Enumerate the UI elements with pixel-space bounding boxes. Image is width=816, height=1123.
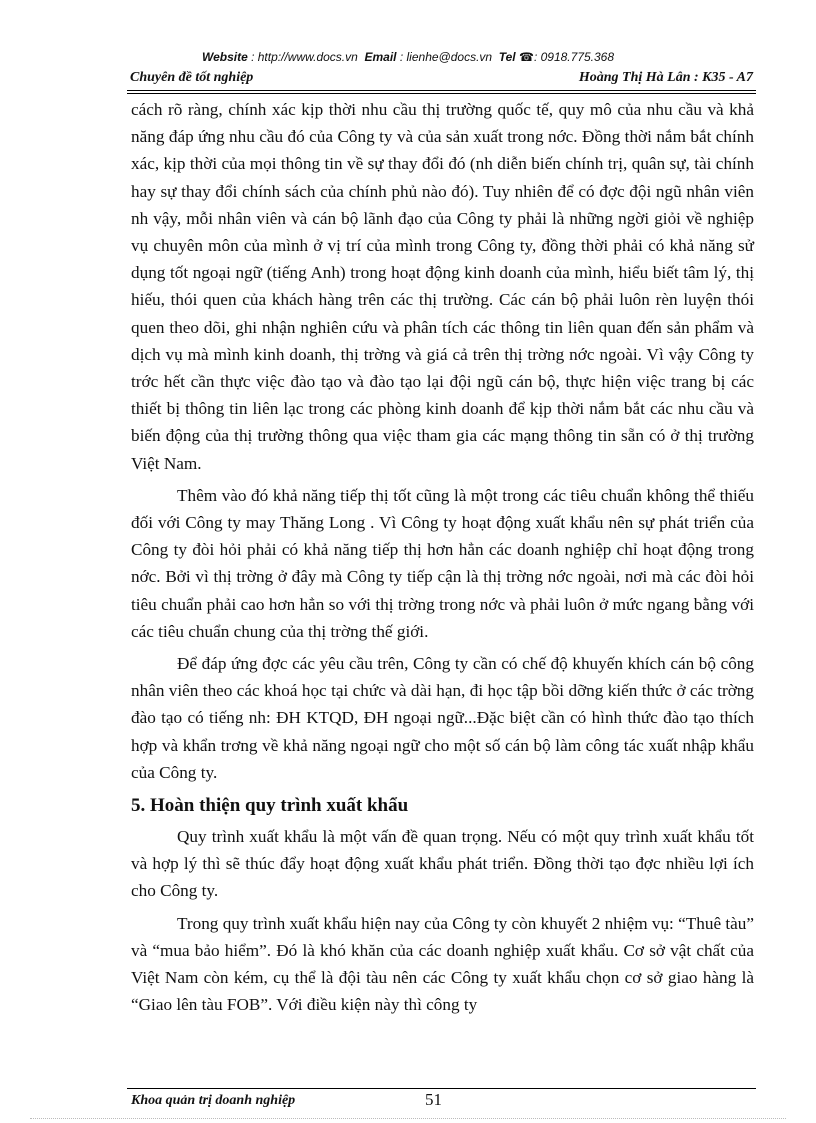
header-rule-1 [127, 90, 756, 91]
header-left: Chuyên đề tốt nghiệp [130, 70, 254, 85]
paragraph-5: Trong quy trình xuất khẩu hiện nay của Công ty còn khuyết 2 nhiệm vụ: “Thuê tàu” và “mua bảo hiểm”. Đó là khó khăn của các doanh nghiệp xuất khẩu. Cơ sở vật chất của Việt Nam còn kém, cụ thể là đội tàu nên các Công ty xuất khẩu chọn cơ sở giao hàng là “Giao lên tàu FOB”. Với điều kiện này thì công ty [131, 913, 754, 1015]
footer-rule [127, 1088, 756, 1089]
paragraph-3: Để đáp ứng đợc các yêu cầu trên, Công ty cần có chế độ khuyến khích cán bộ công nhân viên theo các khoá học tại chức và dài hạn, đi học tập bồi dỡng kiến thức ở các trờng đào tạo có tiếng nh: ĐH KTQD, ĐH ngoại ngữ...Đặc biệt cần có hình thức đào tạo thích hợp và khẩn trơng về khả năng ngoại ngữ cho một số cán bộ làm công tác xuất nhập khẩu của Công ty. [131, 654, 754, 782]
website-value[interactable]: : http://www.docs.vn [251, 50, 358, 64]
header-right: Hoàng Thị Hà Lân : K35 - A7 [578, 70, 753, 85]
document-body [131, 96, 754, 1024]
email-label: Email [364, 50, 397, 64]
header-rule-2 [127, 93, 756, 94]
section-heading-5: 5. Hoàn thiện quy trình xuất khẩu [131, 795, 409, 817]
tel-label: Tel [498, 50, 516, 64]
page-header [127, 70, 755, 90]
tel-value: ☎: 0918.775.368 [519, 50, 615, 64]
email-value[interactable]: : lienhe@docs.vn [399, 50, 493, 64]
footer-left: Khoa quản trị doanh nghiệp [131, 1093, 296, 1108]
page-edge-dots [30, 1118, 786, 1119]
paragraph-4: Quy trình xuất khẩu là một vấn đề quan trọng. Nếu có một quy trình xuất khẩu tốt và hợp lý thì sẽ thúc đẩy hoạt động xuất khẩu phát triển. Đồng thời tạo đợc nhiều lợi ích cho Công ty. [131, 827, 754, 901]
paragraph-2: Thêm vào đó khả năng tiếp thị tốt cũng là một trong các tiêu chuẩn không thể thiếu đối với Công ty may Thăng Long . Vì Công ty hoạt động xuất khẩu nên sự phát triển của Công ty đòi hỏi phải có khả năng tiếp thị hơn hẳn các doanh nghiệp chỉ hoạt động trong nớc. Bởi vì thị trờng ở đây mà Công ty tiếp cận là thị trờng nớc ngoài, nơi mà các đòi hỏi tiêu chuẩn phải cao hơn hẳn so với thị trờng trong nớc và phải luôn ở mức ngang bằng với các tiêu chuẩn chung của thị trờng thế giới. [131, 485, 754, 641]
paragraph-1: cách rõ ràng, chính xác kịp thời nhu cầu thị trường quốc tế, quy mô của nhu cầu và khả năng đáp ứng nhu cầu đó của Công ty và của sản xuất trong nớc. Đồng thời nắm bắt chính xác, kịp thời của mọi thông tin về sự thay đổi đó (nh diễn biến chính trị, quân sự, tài chính hay sự thay đổi chính sách của chính phủ nào đó). Tuy nhiên để có đợc đội ngũ nhân viên nh vậy, mỗi nhân viên và cán bộ lãnh đạo của Công ty phải là những ngời giỏi về nghiệp vụ chuyên môn của mình ở vị trí của mình trong Công ty, đồng thời phải có khả năng sử dụng tốt ngoại ngữ (tiếng Anh) trong hoạt động kinh doanh của mình, hiểu biết tâm lý, thị hiếu, thói quen của khách hàng trên các thị trường. Các cán bộ phải luôn rèn luyện thói quen theo dõi, ghi nhận nghiên cứu và phân tích các thông tin liên quan đến sản phẩm và dịch vụ mà mình kinh doanh, thị trờng và giá cả trên thị trờng nớc ngoài. Vì vậy Công ty trớc hết cần thực việc đào tạo và đào tạo lại đội ngũ cán bộ, thực hiện việc trang bị các thiết bị thông tin liên lạc trong các phòng kinh doanh để kịp thời nắm bắt các nhu cầu và biến động của thị trường thông qua việc tham gia các mạng thông tin sẵn có ở thị trường Việt Nam. [131, 100, 754, 473]
page-number: 51 [425, 1090, 442, 1109]
website-label: Website [201, 50, 248, 64]
website-line [0, 50, 816, 64]
